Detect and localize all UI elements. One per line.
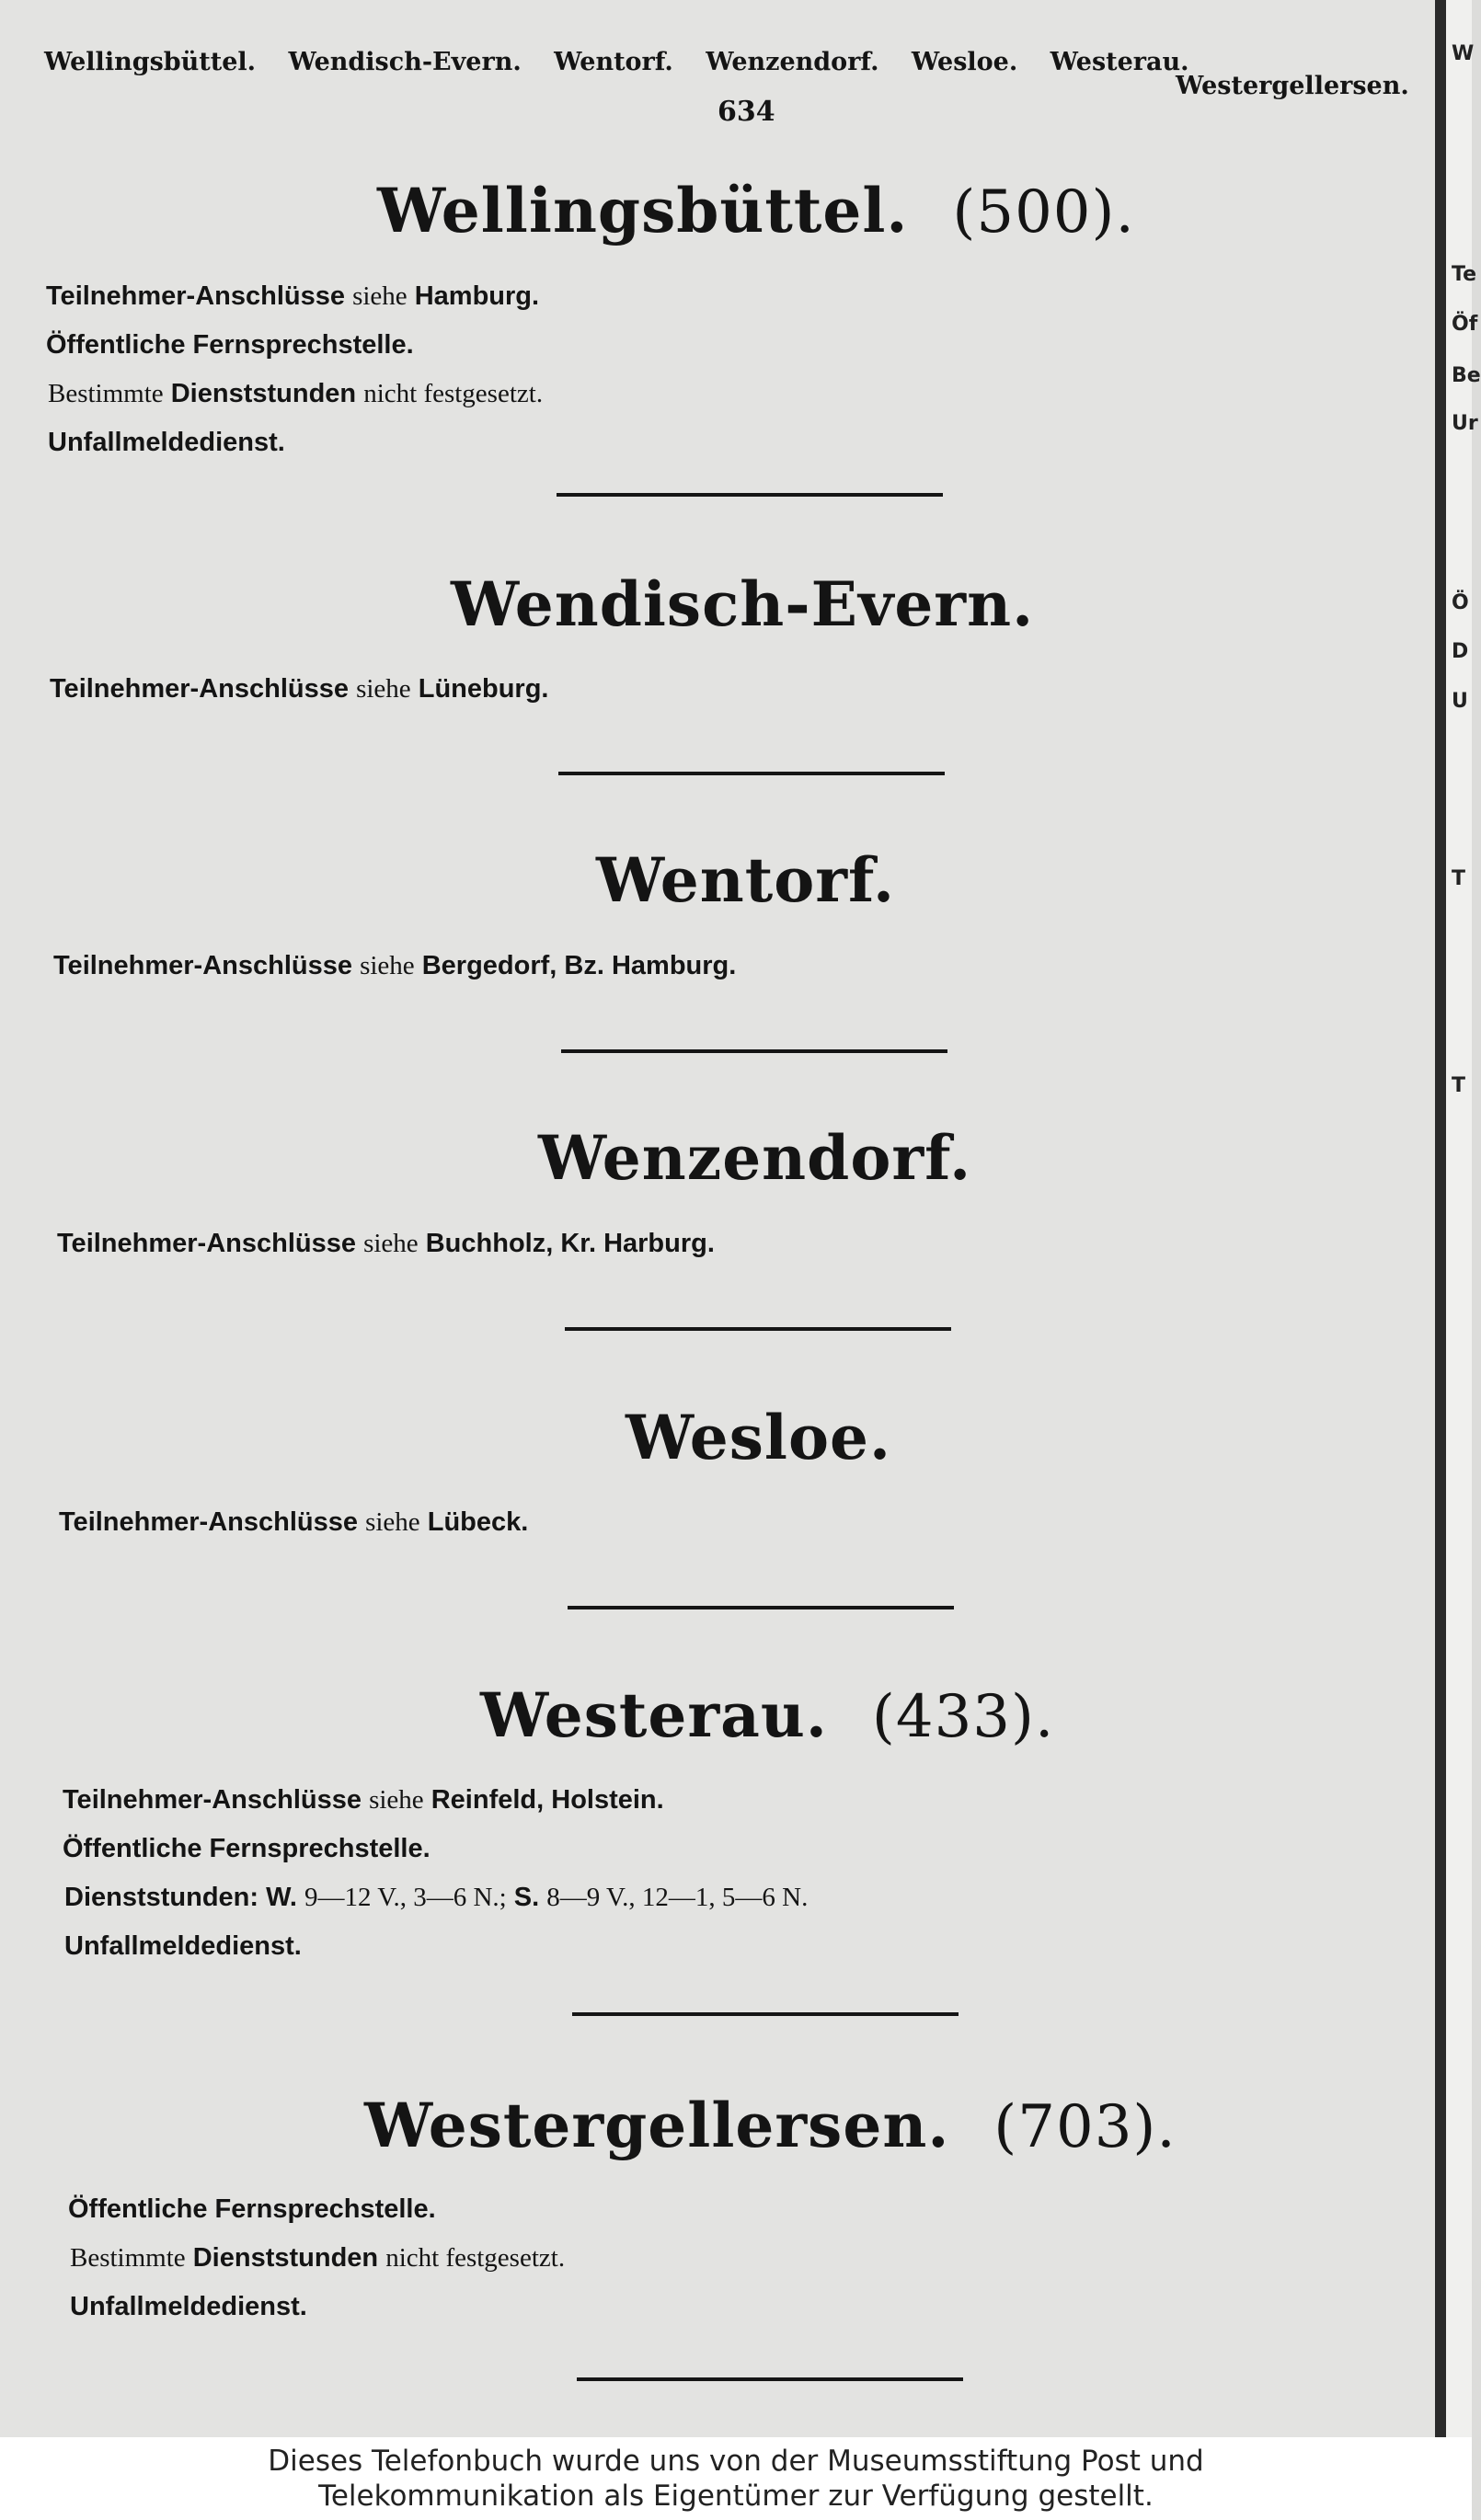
entry-line — [63, 1836, 431, 1862]
line-reference: Lübeck. — [427, 1507, 529, 1537]
line-text: nicht festgesetzt. — [385, 2243, 566, 2273]
entry-line — [46, 283, 539, 310]
line-reference: Lüneburg. — [418, 674, 549, 704]
area-code: (433). — [871, 1683, 1055, 1751]
facing-page-letter: T — [1452, 1074, 1466, 1097]
line-label: Unfallmeldedienst. — [70, 2292, 307, 2321]
line-label: Teilnehmer-Anschlüsse — [63, 1785, 362, 1815]
entry-title-wenzendorf — [538, 1122, 972, 1194]
section-divider — [561, 1049, 947, 1053]
entry-line — [48, 430, 285, 456]
section-divider — [565, 1327, 951, 1331]
line-siehe: siehe — [356, 674, 411, 704]
entry-title-text: Wesloe. — [626, 1402, 891, 1473]
line-reference: Buchholz, Kr. Harburg. — [425, 1229, 715, 1258]
running-head-item: Westergellersen. — [1176, 72, 1409, 100]
line-label: Teilnehmer-Anschlüsse — [59, 1507, 359, 1537]
entry-line — [68, 2196, 436, 2223]
entry-line — [70, 2294, 307, 2320]
running-head-item: Wesloe. — [911, 48, 1018, 76]
line-text: 9—12 V., 3—6 N.; — [304, 1883, 507, 1912]
running-head-item: Wellingsbüttel. — [44, 48, 257, 76]
entry-line — [63, 1787, 664, 1814]
line-text: Bestimmte — [48, 379, 164, 408]
entry-line — [64, 1884, 808, 1911]
line-label: Dienststunden: — [64, 1883, 259, 1912]
line-label: Öffentliche Fernsprechstelle. — [68, 2194, 436, 2224]
entry-line — [48, 381, 543, 407]
running-head-item: Westerau. — [1050, 48, 1189, 76]
line-label: S. — [513, 1883, 540, 1912]
line-label: Teilnehmer-Anschlüsse — [53, 951, 353, 980]
line-reference: Reinfeld, Holstein. — [431, 1785, 664, 1815]
facing-page-letter: Ö — [1452, 591, 1469, 614]
entry-line — [70, 2245, 565, 2272]
line-text: Bestimmte — [70, 2243, 186, 2273]
entry-line — [53, 953, 736, 979]
line-siehe: siehe — [352, 281, 408, 311]
section-divider — [577, 2377, 963, 2381]
entry-title-text: Wentorf. — [596, 844, 896, 916]
line-siehe: siehe — [360, 951, 415, 980]
running-head-item: Wentorf. — [554, 48, 673, 76]
entry-title-wellingsbuettel — [377, 175, 1135, 246]
line-siehe: siehe — [369, 1785, 424, 1815]
line-label: Teilnehmer-Anschlüsse — [57, 1229, 357, 1258]
facing-page-letter: Be — [1452, 364, 1481, 387]
running-head — [44, 48, 1433, 100]
running-head-item: Wenzendorf. — [706, 48, 879, 76]
entry-title-text: Wellingsbüttel. — [377, 175, 909, 246]
section-divider — [568, 1606, 954, 1609]
line-label: W. — [266, 1883, 297, 1912]
entry-title-text: Westerau. — [480, 1679, 828, 1751]
line-label: Dienststunden — [192, 2243, 379, 2273]
banner-line: Dieses Telefonbuch wurde uns von der Museumsstiftung Post und — [268, 2445, 1204, 2478]
area-code: (703). — [993, 2093, 1177, 2161]
entry-line — [57, 1231, 715, 1257]
facing-page-letter: Te — [1452, 263, 1477, 286]
running-head-item: Wendisch-Evern. — [288, 48, 522, 76]
line-label: Unfallmeldedienst. — [64, 1931, 302, 1961]
facing-page-letter: T — [1452, 867, 1466, 890]
facing-page-letter: Öf — [1452, 313, 1478, 336]
area-code: (500). — [952, 178, 1135, 246]
entry-line — [64, 1933, 302, 1960]
line-label: Öffentliche Fernsprechstelle. — [46, 330, 414, 360]
line-siehe: siehe — [365, 1507, 420, 1537]
facing-page-letter: D — [1452, 640, 1469, 663]
line-text: nicht festgesetzt. — [363, 379, 544, 408]
line-label: Teilnehmer-Anschlüsse — [50, 674, 350, 704]
entry-title-wesloe — [626, 1402, 891, 1473]
entry-line — [50, 676, 549, 703]
entry-title-westerau — [480, 1679, 1055, 1751]
entry-line — [59, 1509, 528, 1536]
facing-page-letter: U — [1452, 690, 1468, 713]
ownership-banner — [0, 2437, 1472, 2520]
entry-title-text: Westergellersen. — [364, 2090, 950, 2161]
entry-title-text: Wendisch-Evern. — [451, 568, 1035, 640]
section-divider — [557, 493, 943, 497]
entry-title-westergellersen — [364, 2090, 1177, 2161]
book-spine-shadow — [1435, 0, 1446, 2437]
line-label: Unfallmeldedienst. — [48, 428, 285, 457]
banner-line: Telekommunikation als Eigentümer zur Verfügung gestellt. — [318, 2480, 1154, 2513]
entry-title-wendisch-evern — [451, 568, 1035, 640]
page-number: 634 — [718, 96, 775, 128]
line-reference: Bergedorf, Bz. Hamburg. — [421, 951, 737, 980]
section-divider — [572, 2012, 959, 2016]
line-label: Öffentliche Fernsprechstelle. — [63, 1834, 431, 1863]
entry-line — [46, 332, 414, 359]
line-reference: Hamburg. — [414, 281, 540, 311]
entry-title-wentorf — [596, 844, 896, 916]
facing-page-letter: W — [1452, 42, 1475, 65]
facing-page-letter: Ur — [1452, 412, 1478, 435]
line-text: 8—9 V., 12—1, 5—6 N. — [546, 1883, 809, 1912]
line-label: Dienststunden — [170, 379, 357, 408]
line-label: Teilnehmer-Anschlüsse — [46, 281, 346, 311]
entry-title-text: Wenzendorf. — [538, 1122, 972, 1194]
line-siehe: siehe — [363, 1229, 419, 1258]
section-divider — [558, 772, 945, 775]
